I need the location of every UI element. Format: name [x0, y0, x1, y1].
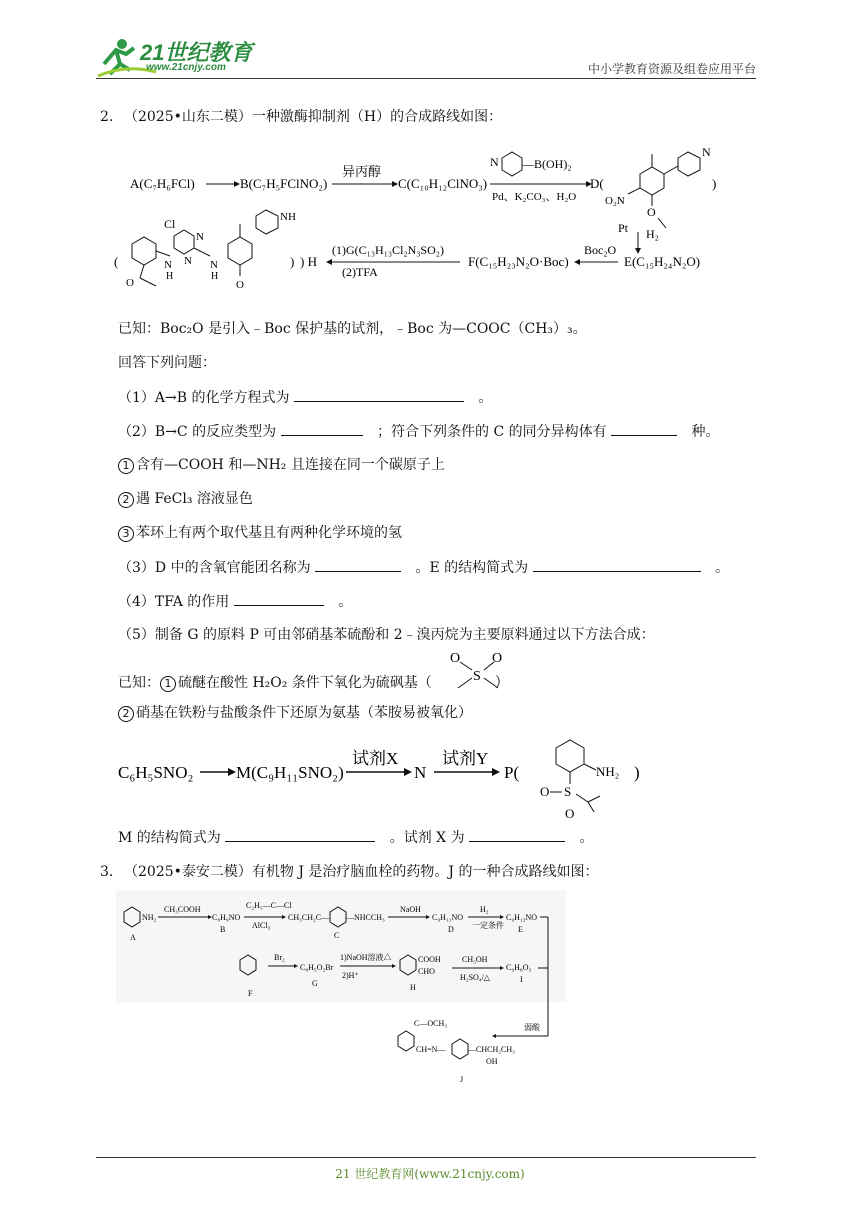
answer-blank-4[interactable]: [234, 591, 324, 606]
svg-text:A: A: [130, 933, 136, 942]
part-3: （3）D 中的含氧官能团名称为 。E 的结构简式为 。: [118, 557, 729, 578]
svg-text:O: O: [126, 277, 134, 289]
reagent-y: 试剂Y: [442, 749, 489, 768]
condition-2: 2 遇 FeCl₃ 溶液显色: [118, 489, 253, 509]
svg-text:J: J: [460, 1075, 464, 1084]
answer-blank-2b[interactable]: [611, 421, 677, 436]
svg-text:): ): [290, 254, 295, 269]
svg-text:CH₃CH₂C—: CH₃CH₂C—: [288, 913, 330, 922]
svg-text:2)H⁺: 2)H⁺: [342, 971, 359, 980]
svg-text:O: O: [540, 784, 550, 799]
svg-text:Br₂: Br₂: [274, 953, 285, 962]
svg-text:C: C: [334, 931, 340, 940]
compound-h: ) H: [300, 254, 317, 269]
q2-stem: （2025•山东二模）一种激酶抑制剂（H）的合成路线如图：: [124, 109, 503, 125]
svg-text:CH=N—: CH=N—: [416, 1045, 446, 1054]
svg-text:N: N: [702, 145, 711, 159]
svg-text:(2)TFA: (2)TFA: [342, 265, 378, 279]
circle-1-icon: 1: [118, 458, 134, 474]
compound-b: B(C₇H₅FClNO₂): [240, 176, 328, 191]
p-synthesis-scheme: [116, 726, 676, 826]
compound-n: N: [414, 763, 427, 782]
svg-text:NH₂: NH₂: [596, 764, 620, 779]
boronic-acid: —B(OH)₂: [522, 157, 572, 171]
svg-text:NH: NH: [280, 211, 296, 223]
svg-text:S: S: [473, 669, 481, 684]
svg-text:I: I: [520, 975, 523, 984]
compound-p: P(: [504, 763, 520, 782]
svg-text:C₉H₁₁NO: C₉H₁₁NO: [432, 913, 464, 922]
answer-prompt: 回答下列问题：: [118, 355, 216, 371]
svg-text:O: O: [565, 806, 575, 821]
start-compound: C₆H₅SNO₂: [118, 763, 194, 782]
svg-text:CH₃COOH: CH₃COOH: [164, 905, 201, 914]
svg-text:(: (: [114, 254, 119, 269]
header-divider: [96, 78, 756, 79]
part-4: （4）TFA 的作用 。: [118, 591, 352, 612]
condition-1: 1 含有—COOH 和—NH₂ 且连接在同一个碳原子上: [118, 455, 445, 475]
svg-text:H: H: [410, 983, 416, 992]
reagent-isopropanol: 异丙醇: [342, 164, 382, 179]
answer-blank-2a[interactable]: [281, 421, 363, 436]
svg-text:1)NaOH溶液△: 1)NaOH溶液△: [340, 953, 392, 962]
svg-text:O₂N: O₂N: [605, 195, 625, 207]
svg-text:F: F: [248, 989, 253, 998]
svg-text:O: O: [492, 651, 503, 666]
svg-text:S: S: [564, 784, 572, 799]
svg-text:H: H: [211, 271, 219, 282]
compound-a: A(C₇H₆FCl): [130, 176, 195, 191]
svg-text:H₂: H₂: [646, 227, 659, 241]
svg-text:Pt: Pt: [618, 221, 629, 235]
svg-text:一定条件: 一定条件: [472, 921, 504, 930]
known-sulfone: 已知： 1 硫醚在酸性 H₂O₂ 条件下氧化为硫砜基（ ）: [118, 675, 509, 691]
answer-blank-3b[interactable]: [533, 557, 701, 572]
svg-text:N: N: [184, 255, 192, 267]
circle-2-icon: 2: [118, 706, 134, 722]
compound-c: C(C₁₀H₁₂ClNO₃): [398, 176, 488, 191]
svg-text:N: N: [210, 259, 218, 271]
header-logo: [96, 34, 266, 78]
part-2: （2）B→C 的反应类型为 ；符合下列条件的 C 的同分异构体有 种。: [118, 421, 720, 442]
svg-text:C₈H₅O₂Br: C₈H₅O₂Br: [300, 963, 334, 972]
svg-text:O: O: [450, 651, 461, 666]
compound-d: D(: [590, 176, 604, 191]
answer-blank-3a[interactable]: [315, 557, 401, 572]
svg-text:C₉H₈O₃: C₉H₈O₃: [506, 963, 532, 972]
footer-text: 21 世纪教育网(www.21cnjy.com): [335, 1167, 525, 1181]
svg-text:H₂SO₄/△: H₂SO₄/△: [460, 973, 490, 982]
svg-text:NaOH: NaOH: [400, 905, 421, 914]
svg-text:H: H: [166, 271, 174, 282]
svg-text:O: O: [647, 205, 656, 219]
svg-text:): ): [712, 176, 717, 191]
svg-text:): ): [634, 763, 640, 782]
compound-f: F(C₁₅H₂₃N₂O·Boc): [468, 254, 569, 269]
svg-text:C—OCH₃: C—OCH₃: [414, 1019, 448, 1028]
svg-text:B: B: [220, 925, 226, 934]
svg-text:Boc₂O: Boc₂O: [584, 243, 617, 257]
reagent-x: 试剂X: [352, 749, 399, 768]
circle-2-icon: 2: [118, 492, 134, 508]
svg-text:N: N: [196, 231, 204, 243]
svg-text:弱酸: 弱酸: [524, 1023, 540, 1032]
svg-text:—NHCCH₃: —NHCCH₃: [346, 913, 385, 922]
svg-text:Cl: Cl: [164, 217, 176, 231]
part-1: （1）A→B 的化学方程式为 。: [118, 387, 492, 408]
condition-3: 3 苯环上有两个取代基且有两种化学环境的氢: [118, 523, 402, 543]
svg-text:C₂H₅—C—Cl: C₂H₅—C—Cl: [246, 901, 292, 910]
q2-reaction-scheme: [110, 136, 750, 296]
part-5: （5）制备 G 的原料 P 可由邻硝基苯硫酚和 2﹣溴丙烷为主要原料通过以下方法合成：: [118, 627, 655, 643]
sulfone-structure: [448, 648, 510, 692]
svg-text:NH₂: NH₂: [142, 913, 157, 922]
logo-text: 21世纪教育: [140, 40, 253, 65]
svg-text:O: O: [236, 279, 244, 291]
answer-blank-1[interactable]: [294, 387, 464, 402]
svg-text:CHO: CHO: [418, 967, 435, 976]
svg-text:AlCl₃: AlCl₃: [252, 921, 271, 930]
header-platform-text: 中小学教育资源及组卷应用平台: [587, 62, 756, 76]
final-question: M 的结构简式为 。试剂 X 为 。: [118, 827, 593, 848]
svg-text:(1)G(C₁₃H₁₃Cl₂N₃SO₂): (1)G(C₁₃H₁₃Cl₂N₃SO₂): [332, 243, 444, 257]
answer-blank-x[interactable]: [469, 827, 565, 842]
footer-divider: [96, 1157, 756, 1158]
svg-text:OH: OH: [486, 1057, 498, 1066]
known-boc2o: 已知：Boc₂O 是引入﹣Boc 保护基的试剂，﹣Boc 为—COOC（CH₃）₃。: [118, 321, 587, 337]
svg-text:E: E: [518, 925, 523, 934]
svg-text:N: N: [164, 259, 172, 271]
svg-text:H₂: H₂: [480, 905, 489, 914]
svg-text:C₉H₁₃NO: C₉H₁₃NO: [506, 913, 538, 922]
svg-text:G: G: [312, 979, 318, 988]
svg-text:N: N: [490, 155, 499, 169]
compound-m: M(C₉H₁₁SNO₂): [236, 763, 344, 782]
q3-stem: （2025•泰安二模）有机物 J 是治疗脑血栓的药物。J 的一种合成路线如图：: [124, 864, 599, 880]
circle-3-icon: 3: [118, 526, 134, 542]
svg-text:—CHCH₂CH₃: —CHCH₂CH₃: [468, 1045, 515, 1054]
q2-number: 2．: [100, 109, 123, 125]
reagent-pd: Pd、K₂CO₃、H₂O: [492, 191, 577, 203]
logo-url: www.21cnjy.com: [146, 62, 226, 73]
circle-1-icon: 1: [160, 676, 176, 692]
svg-text:COOH: COOH: [418, 955, 441, 964]
compound-e: E(C₁₅H₂₄N₂O): [624, 254, 701, 269]
known-nitro: 2 硝基在铁粉与盐酸条件下还原为氨基（苯胺易被氧化）: [118, 703, 472, 723]
q3-number: 3．: [100, 864, 123, 880]
svg-text:CH₃OH: CH₃OH: [462, 955, 488, 964]
svg-text:C₈H₉NO: C₈H₉NO: [212, 913, 241, 922]
answer-blank-m[interactable]: [225, 827, 375, 842]
svg-text:D: D: [448, 925, 454, 934]
q3-reaction-scheme: [116, 890, 566, 1090]
